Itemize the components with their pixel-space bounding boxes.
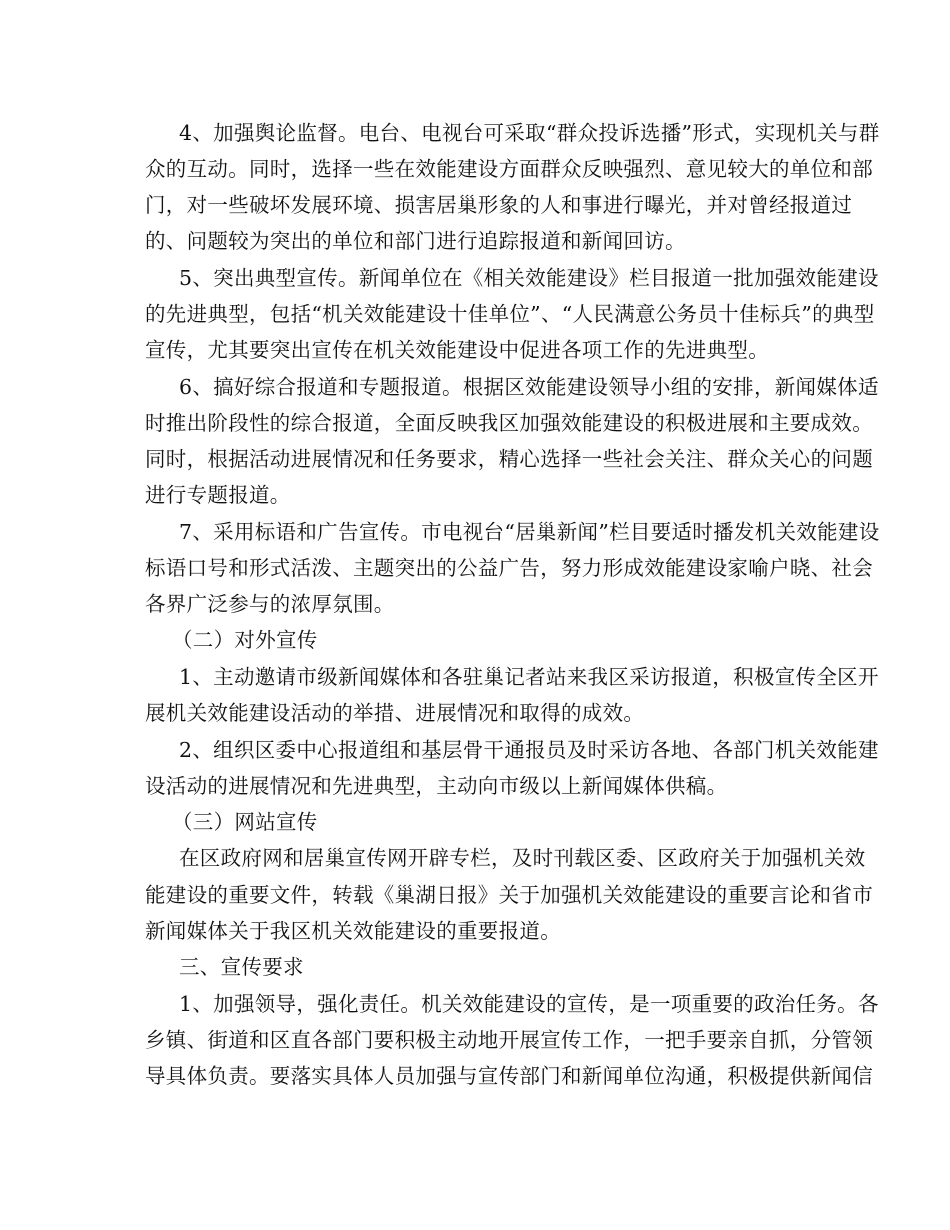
section-heading: （二）对外宣传 [172,628,318,652]
text-line: 的先进典型，包括“机关效能建设十佳单位”、“人民满意公务员十佳标兵”的典型 [145,302,875,326]
text-line: 宣传，尤其要突出宣传在机关效能建设中促进各项工作的先进典型。 [145,338,769,362]
section-heading: （三）网站宣传 [172,810,318,834]
text-line: 展机关效能建设活动的举措、进展情况和取得的成效。 [145,701,645,725]
text-line: 标语口号和形式活泼、主题突出的公益广告，努力形成效能建设家喻户晓、社会 [145,556,873,580]
text-line: 在区政府网和居巢宣传网开辟专栏，及时刊载区委、区政府关于加强机关效 [179,846,866,870]
text-line: 各界广泛参与的浓厚氛围。 [145,592,395,616]
text-line: 设活动的进展情况和先进典型，主动向市级以上新闻媒体供稿。 [145,774,728,798]
text-line: 新闻媒体关于我区机关效能建设的重要报道。 [145,919,561,943]
text-line: 1、加强领导，强化责任。机关效能建设的宣传，是一项重要的政治任务。各 [179,992,879,1016]
text-line: 2、组织区委中心报道组和基层骨干通报员及时采访各地、各部门机关效能建 [179,738,879,762]
text-line: 乡镇、街道和区直各部门要积极主动地开展宣传工作，一把手要亲自抓，分管领 [145,1028,873,1052]
text-line: 时推出阶段性的综合报道，全面反映我区加强效能建设的积极进展和主要成效。 [145,411,873,435]
text-line: 的、问题较为突出的单位和部门进行追踪报道和新闻回访。 [145,229,686,253]
text-line: 4、加强舆论监督。电台、电视台可采取“群众投诉选播”形式，实现机关与群 [179,121,880,145]
text-line: 6、搞好综合报道和专题报道。根据区效能建设领导小组的安排，新闻媒体适 [179,375,879,399]
text-line: 进行专题报道。 [145,483,291,507]
text-line: 众的互动。同时，选择一些在效能建设方面群众反映强烈、意见较大的单位和部 [145,157,873,181]
text-line: 1、主动邀请市级新闻媒体和各驻巢记者站来我区采访报道，积极宣传全区开 [179,665,879,689]
text-line: 同时，根据活动进展情况和任务要求，精心选择一些社会关注、群众关心的问题 [145,447,873,471]
text-line: 7、采用标语和广告宣传。市电视台“居巢新闻”栏目要适时播发机关效能建设 [179,520,880,544]
section-heading: 三、宣传要求 [179,955,304,979]
text-line: 能建设的重要文件，转载《巢湖日报》关于加强机关效能建设的重要言论和省市 [145,883,873,907]
text-line: 5、突出典型宣传。新闻单位在《相关效能建设》栏目报道一批加强效能建设 [179,266,879,290]
text-line: 门，对一些破坏发展环境、损害居巢形象的人和事进行曝光，并对曾经报道过 [145,193,853,217]
text-line: 导具体负责。要落实具体人员加强与宣传部门和新闻单位沟通，积极提供新闻信 [145,1064,873,1088]
